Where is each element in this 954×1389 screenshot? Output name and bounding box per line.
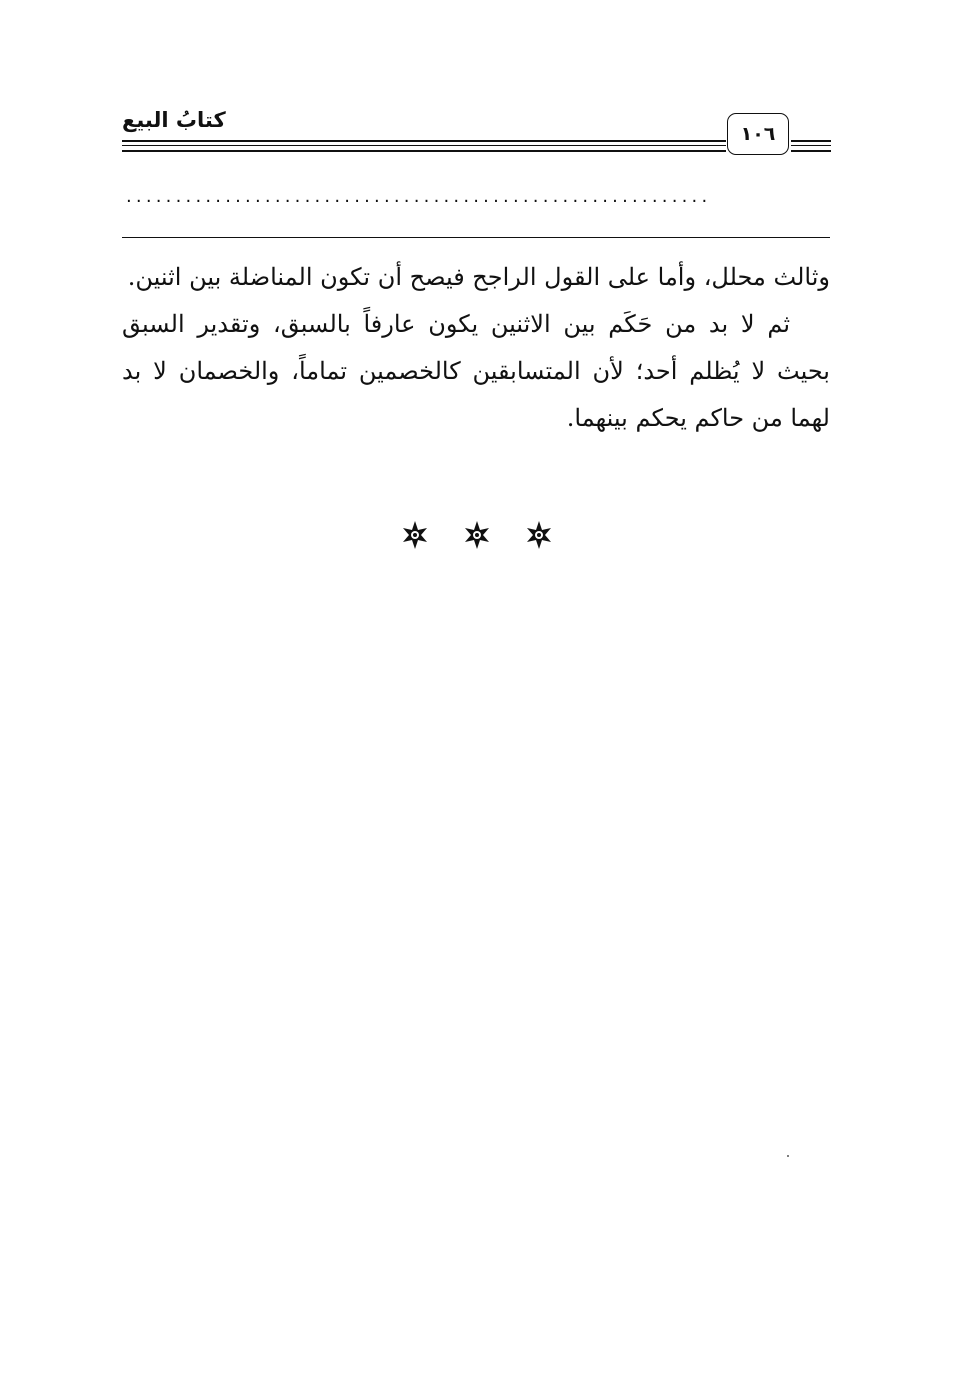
scan-speck (787, 1155, 789, 1157)
header-rule (791, 140, 831, 142)
page-number-box (727, 113, 789, 155)
header-rule (791, 150, 831, 152)
section-divider (122, 237, 830, 238)
header-rule (791, 145, 831, 146)
section-end-ornaments (400, 519, 554, 551)
header-rule (122, 150, 726, 152)
floral-star-icon (400, 520, 430, 550)
page-number: ١٠٦ (740, 123, 776, 145)
floral-star-icon (524, 520, 554, 550)
paragraph-2: ثم لا بد من حَكَم بين الاثنين يكون عارفاً بالسبق، وتقدير السبق بحيث لا يُظلم أحد؛ لأن المتسابقين كالخصمين تماماً، والخصمان لا بد لهما من حاكم يحكم بينهما. (122, 310, 830, 432)
paragraph-1: وثالث محلل، وأما على القول الراجح فيصح أن تكون المناضلة بين اثنين. (127, 263, 830, 291)
header-rule (122, 145, 726, 146)
dotted-separator: ........................................................... (126, 186, 712, 207)
running-title: كتابُ البيع (122, 108, 226, 132)
body-text (122, 254, 830, 442)
header-rule (122, 140, 726, 142)
floral-star-icon (462, 520, 492, 550)
